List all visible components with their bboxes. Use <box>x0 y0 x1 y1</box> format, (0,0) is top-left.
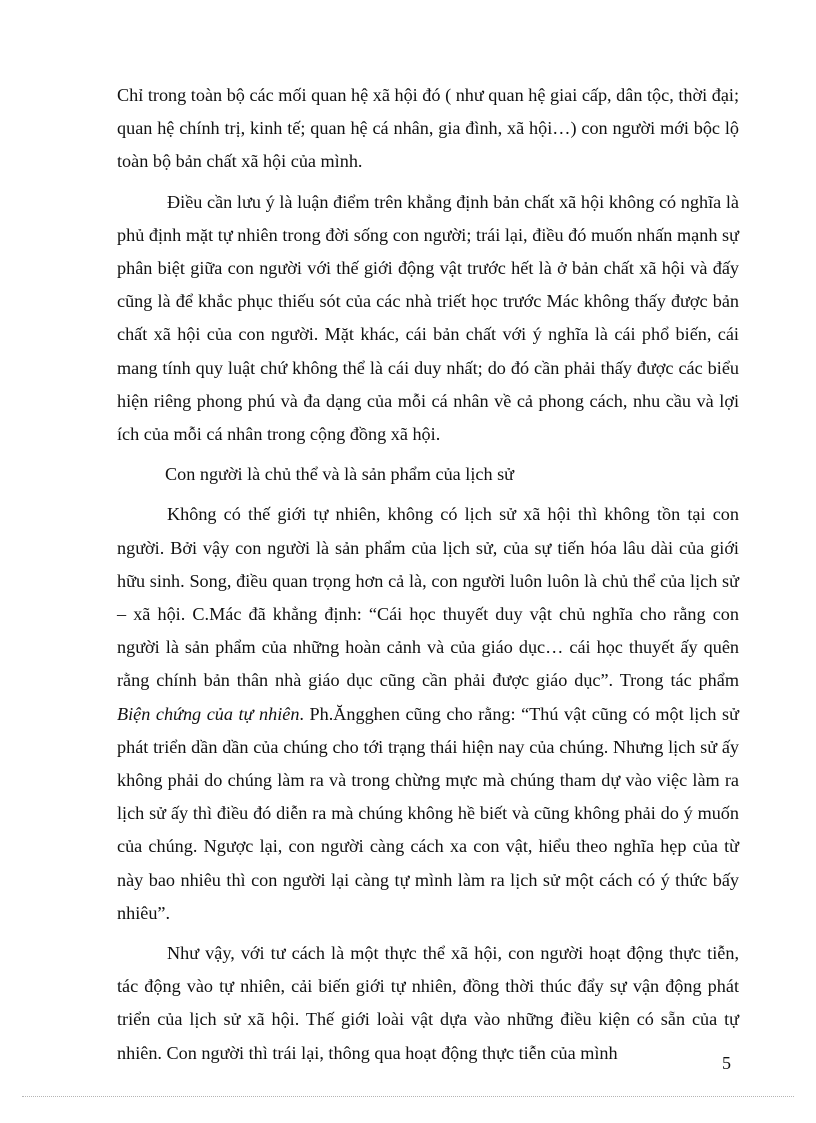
body-text <box>117 79 739 1070</box>
page-bottom-divider <box>22 1096 794 1097</box>
paragraph-3 <box>117 498 739 930</box>
paragraph-3-text-after: . Ph.Ăngghen cũng cho rằng: “Thú vật cũng có một lịch sử phát triển dần dần của chúng cho tới trạng thái hiện nay của chúng. Nhưng lịch sử ấy không phải do chúng làm ra và trong chừng mực mà chúng tham dự vào việc làm ra lịch sử ấy thì điều đó diễn ra mà chúng không hề biết và cũng không phải do ý muốn của chúng. Ngược lại, con người càng cách xa con vật, hiểu theo nghĩa hẹp của từ này bao nhiêu thì con người lại càng tự mình làm ra lịch sử một cách có ý thức bấy nhiêu”. <box>117 703 739 923</box>
page-number: 5 <box>722 1053 731 1073</box>
book-title-italic: Biện chứng của tự nhiên <box>117 703 300 724</box>
paragraph-2: Điều cần lưu ý là luận điểm trên khẳng định bản chất xã hội không có nghĩa là phủ định mặt tự nhiên trong đời sống con người; trái lại, điều đó muốn nhấn mạnh sự phân biệt giữa con người với thế giới động vật trước hết là ở bản chất xã hội và đấy cũng là để khắc phục thiếu sót của các nhà triết học trước Mác không thấy được bản chất xã hội của con người. Mặt khác, cái bản chất với ý nghĩa là cái phổ biến, cái mang tính quy luật chứ không thể là cái duy nhất; do đó cần phải thấy được các biểu hiện riêng phong phú và đa dạng của mỗi cá nhân về cả phong cách, nhu cầu và lợi ích của mỗi cá nhân trong cộng đồng xã hội. <box>117 191 739 445</box>
paragraph-4: Như vậy, với tư cách là một thực thể xã hội, con người hoạt động thực tiễn, tác động vào tự nhiên, cải biến giới tự nhiên, đồng thời thúc đẩy sự vận động phát triển của lịch sử xã hội. Thế giới loài vật dựa vào những điều kiện có sẵn của tự nhiên. Con người thì trái lại, thông qua hoạt động thực tiễn của mình <box>117 943 739 1063</box>
paragraph-1: Chỉ trong toàn bộ các mối quan hệ xã hội đó ( như quan hệ giai cấp, dân tộc, thời đại; quan hệ chính trị, kinh tế; quan hệ cá nhân, gia đình, xã hội…) con người mới bộc lộ toàn bộ bản chất xã hội của mình. <box>117 85 739 172</box>
paragraph-3-text-before: Không có thế giới tự nhiên, không có lịch sử xã hội thì không tồn tại con người. Bởi vậy con người là sản phẩm của lịch sử, của sự tiến hóa lâu dài của giới hữu sinh. Song, điều quan trọng hơn cả là, con người luôn luôn là chủ thể của lịch sử – xã hội. C.Mác đã khẳng định: “Cái học thuyết duy vật chủ nghĩa cho rằng con người là sản phẩm của những hoàn cảnh và của giáo dục… cái học thuyết ấy quên rằng chính bản thân nhà giáo dục cũng cần phải được giáo dục”. Trong tác phẩm <box>117 504 739 691</box>
section-heading: Con người là chủ thể và là sản phẩm của lịch sử <box>165 464 515 485</box>
